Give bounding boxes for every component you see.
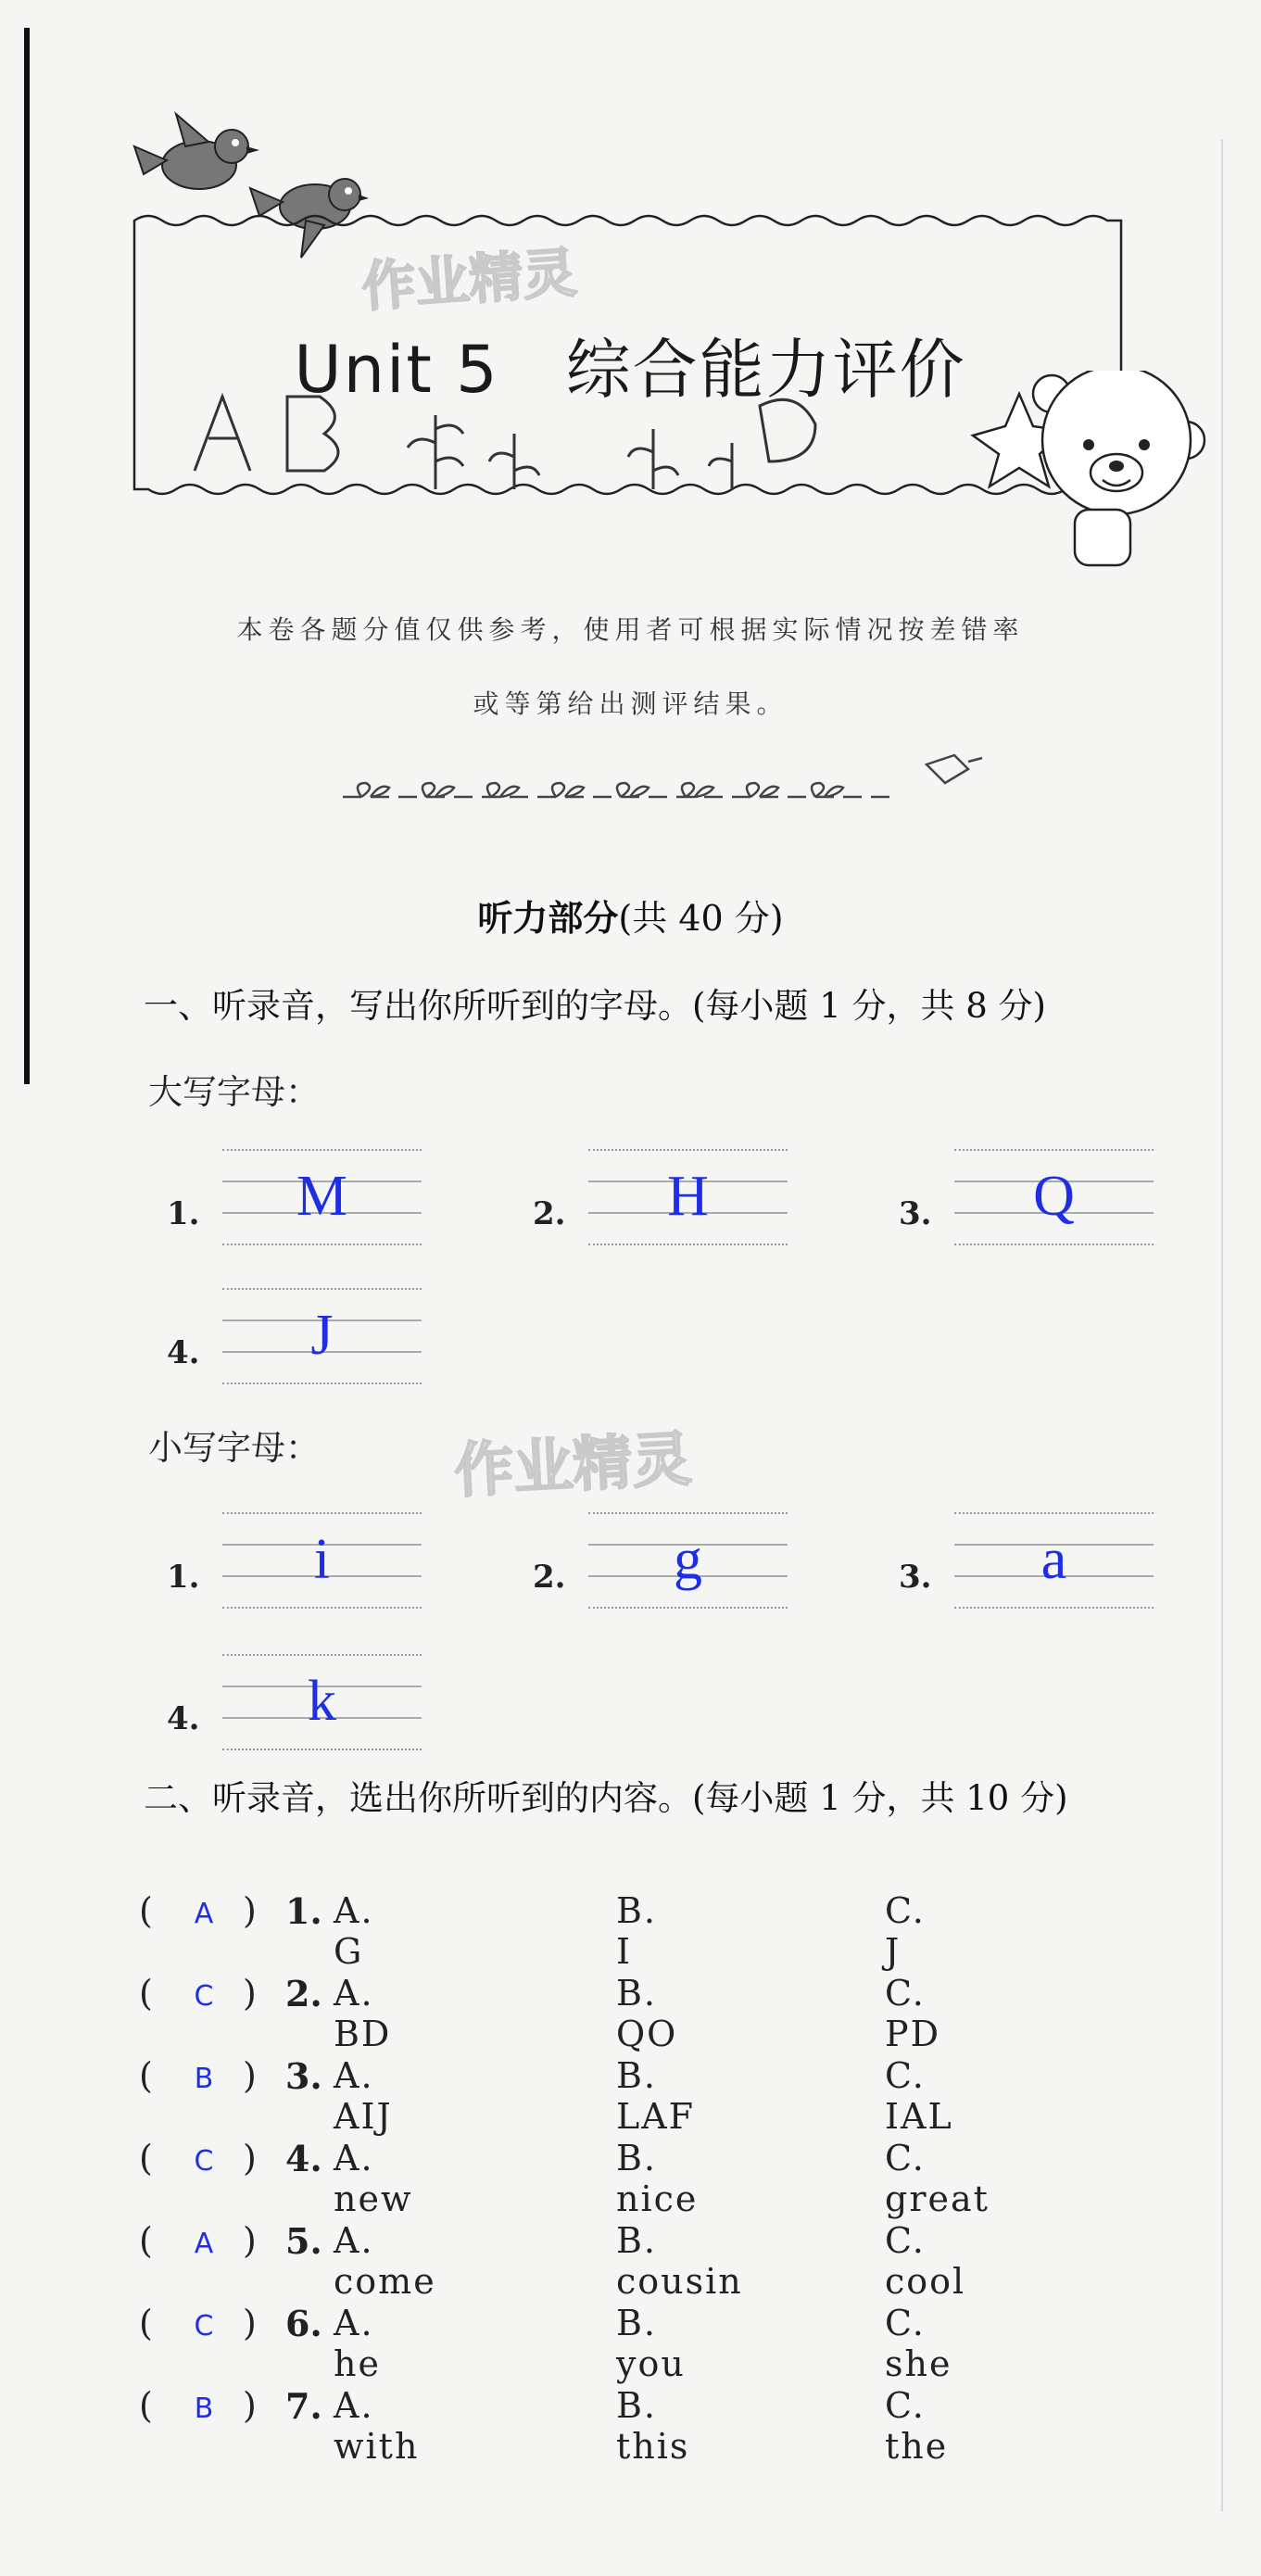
paren-right: ): [243, 2055, 257, 2096]
part1-title: 一、听录音，写出你所听到的字母。(每小题 1 分，共 8 分): [144, 986, 1046, 1026]
option-c: C. the: [885, 2385, 949, 2467]
option-c: C. great: [885, 2138, 990, 2219]
part2-title: 二、听录音，选出你所听到的内容。(每小题 1 分，共 10 分): [144, 1778, 1068, 1818]
page-title: Unit 5 综合能力评价: [294, 332, 966, 408]
watermark: 作业精灵: [452, 1425, 694, 1507]
question-number: 7.: [285, 2385, 322, 2427]
handwritten-answer: g: [674, 1528, 702, 1591]
option-a: A. come: [334, 2220, 436, 2302]
watermark: 作业精灵: [359, 240, 579, 319]
item-number: 4.: [167, 1334, 200, 1371]
option-b: B. QO: [616, 1973, 678, 2054]
option-a: A. he: [334, 2303, 381, 2384]
question-number: 6.: [285, 2303, 322, 2344]
item-number: 2.: [533, 1195, 566, 1232]
item-number: 3.: [899, 1195, 932, 1232]
paren-right: ): [243, 2303, 257, 2343]
instruction-note-line1: 本卷各题分值仅供参考，使用者可根据实际情况按差错率: [236, 614, 1025, 645]
option-b: B. I: [616, 1890, 658, 1972]
paren-right: ): [243, 2385, 257, 2426]
option-a: A. BD: [334, 1973, 392, 2054]
option-c: C. IAL: [885, 2055, 953, 2137]
handwritten-answer: C: [194, 2310, 214, 2342]
option-a: A. G: [334, 1890, 374, 1972]
question-number: 5.: [285, 2220, 322, 2262]
paren-left: (: [139, 2385, 153, 2426]
listening-heading-points: (共 40 分): [618, 898, 784, 939]
question-number: 2.: [285, 1973, 322, 2014]
item-number: 4.: [167, 1700, 200, 1737]
paren-left: (: [139, 2303, 153, 2343]
option-c: C. J: [885, 1890, 926, 1972]
option-b: B. nice: [616, 2138, 699, 2219]
lowercase-label: 小写字母：: [148, 1428, 320, 1468]
handwritten-answer: C: [194, 2145, 214, 2178]
uppercase-label: 大写字母：: [148, 1072, 320, 1112]
option-b: B. cousin: [616, 2220, 743, 2302]
item-number: 2.: [533, 1559, 566, 1596]
page-margin-line: [1221, 139, 1223, 2511]
paren-right: ): [243, 1890, 257, 1931]
paren-right: ): [243, 1973, 257, 2014]
item-number: 3.: [899, 1559, 932, 1596]
option-c: C. she: [885, 2303, 952, 2384]
handwritten-answer: A: [194, 1898, 214, 1930]
option-a: A. with: [334, 2385, 420, 2467]
option-b: B. LAF: [616, 2055, 696, 2137]
handwritten-answer: M: [296, 1165, 348, 1228]
bear-illustration: [936, 371, 1214, 597]
handwritten-answer: a: [1040, 1528, 1067, 1591]
paren-right: ): [243, 2138, 257, 2178]
option-b: B. you: [616, 2303, 686, 2384]
instruction-note-line2: 或等第给出测评结果。: [473, 688, 788, 719]
handwritten-answer: B: [194, 2063, 214, 2095]
option-c: C. PD: [885, 1973, 941, 2054]
handwritten-answer: C: [194, 1980, 214, 2013]
handwritten-answer: J: [310, 1304, 334, 1367]
handwritten-answer: i: [313, 1528, 331, 1591]
handwritten-answer: k: [308, 1670, 336, 1733]
paren-left: (: [139, 2055, 153, 2096]
option-a: A. new: [334, 2138, 413, 2219]
question-number: 4.: [285, 2138, 322, 2179]
question-number: 3.: [285, 2055, 322, 2097]
option-b: B. this: [616, 2385, 690, 2467]
handwritten-answer: B: [194, 2393, 214, 2425]
item-number: 1.: [167, 1195, 200, 1232]
sprouts-decoration: [334, 741, 1001, 819]
question-number: 1.: [285, 1890, 322, 1932]
listening-section-heading: [0, 890, 1261, 941]
paren-right: ): [243, 2220, 257, 2261]
handwritten-answer: Q: [1033, 1165, 1075, 1228]
option-a: A. AIJ: [334, 2055, 393, 2137]
item-number: 1.: [167, 1559, 200, 1596]
paren-left: (: [139, 2220, 153, 2261]
paren-left: (: [139, 1890, 153, 1931]
paren-left: (: [139, 1973, 153, 2014]
paren-left: (: [139, 2138, 153, 2178]
handwritten-answer: H: [667, 1165, 709, 1228]
option-c: C. cool: [885, 2220, 966, 2302]
listening-heading-bold: 听力部分: [477, 897, 619, 939]
handwritten-answer: A: [194, 2228, 214, 2260]
